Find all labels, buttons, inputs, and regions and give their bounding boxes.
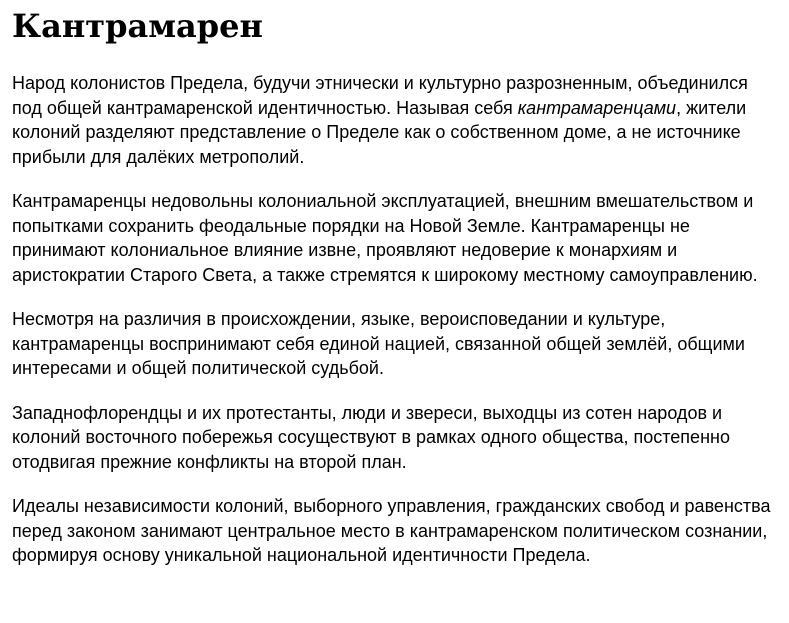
paragraph-1 [12, 71, 772, 169]
page-title: Кантрамарен [12, 7, 263, 45]
paragraph-4: Западнофлорендцы и их протестанты, люди и звереси, выходцы из сотен народов и колоний восточного побережья сосуществуют в рамках одного общества, постепенно отодвигая прежние конфликты на второй план. [12, 402, 730, 472]
paragraph-1-text-before: Народ колонистов Предела, будучи этнически и культурно разрозненным, объединился под общей кантрамаренской идентичностью. Называя себя [12, 73, 748, 118]
paragraph-1-emphasis: кантрамаренцами [517, 97, 677, 118]
paragraph-1-text-after: , жители колоний разделяют представление о Пределе как о собственном доме, а не источнике прибыли для далёких метрополий. [12, 97, 747, 167]
paragraph-2: Кантрамаренцы недовольны колониальной эксплуатацией, внешним вмешательством и попытками сохранить феодальные порядки на Новой Земле. Кантрамаренцы не принимают колониальное влияние извне, проявляют недоверие к монархиям и аристократии Старого Света, а также стремятся к широкому местному самоуправлению. [12, 191, 758, 285]
paragraph-5: Идеалы независимости колоний, выборного управления, гражданских свобод и равенства перед законом занимают центральное место в кантрамаренском политическом сознании, формируя основу уникальной национальной идентичности Предела. [12, 496, 771, 565]
paragraph-3: Несмотря на различия в происхождении, языке, вероисповедании и культуре, кантрамаренцы воспринимают себя единой нацией, связанной общей землёй, общими интересами и общей политической судьбой. [12, 309, 745, 378]
